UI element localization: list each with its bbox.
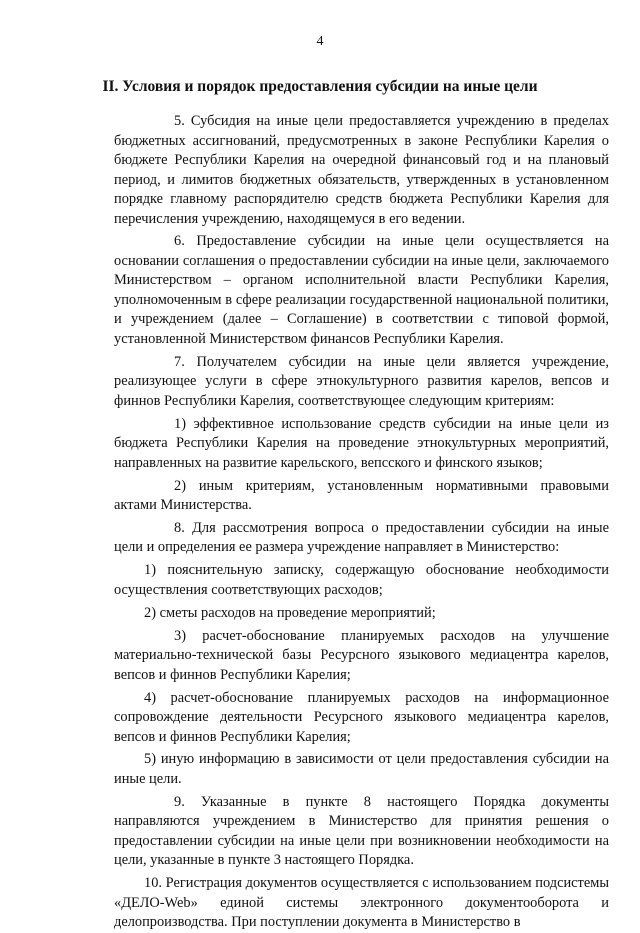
- paragraph-text: расчет-обоснование планируемых расходов на улучшение материально-технической базы Ресурсного языкового медиацентра карелов, вепсов и финнов Республики Карелия;: [114, 627, 609, 683]
- paragraph: [114, 519, 609, 558]
- paragraph-text: эффективное использование средств субсидии на иные цели из бюджета Республики Карелия на проведение этнокультурных мероприятий, направленных на развитие карельского, вепсского и финского языков;: [114, 415, 609, 471]
- paragraph-number: 8.: [174, 519, 185, 536]
- paragraph-text: Получателем субсидии на иные цели является учреждение, реализующее услуги в сфере этнокультурного развития карелов, вепсов и финнов Республики Карелия, соответствующее следующим критериям:: [114, 353, 609, 409]
- paragraph-text: 1) пояснительную записку, содержащую обоснование необходимости осуществления соответствующих расходов;: [114, 562, 609, 598]
- paragraph: [114, 477, 609, 516]
- paragraph-text: 2) сметы расходов на проведение мероприятий;: [144, 604, 436, 621]
- paragraph: [114, 874, 609, 933]
- paragraph-number: 2): [174, 477, 186, 494]
- paragraph-number: 1): [174, 415, 186, 432]
- section-heading: II. Условия и порядок предоставления субсидии на иные цели: [102, 78, 538, 95]
- paragraph: [114, 561, 609, 600]
- paragraph-number: 9.: [174, 793, 185, 810]
- page-number: 4: [316, 34, 324, 49]
- paragraph-number: 3): [174, 627, 186, 644]
- paragraph: [114, 750, 609, 789]
- paragraph: [114, 604, 609, 624]
- paragraph: [114, 793, 609, 871]
- paragraph: [114, 232, 609, 349]
- paragraph-text: Для рассмотрения вопроса о предоставлении субсидии на иные цели и определения ее размера учреждение направляет в Министерство:: [114, 519, 609, 556]
- paragraph-number: 7.: [174, 353, 185, 370]
- paragraph-number: 6.: [174, 233, 185, 250]
- paragraph: [114, 627, 609, 686]
- paragraph-text: Предоставление субсидии на иные цели осуществляется на основании соглашения о предоставлении субсидии на иные цели, заключаемого Министерством – органом исполнительной власти Республики Карелия, уполномоченным в сфере реализации государственной национальной политики, и учреждением (далее – Соглашение) в соответствии с типовой формой, установленной Министерством финансов Республики Карелия.: [114, 233, 609, 347]
- paragraph-text: Субсидия на иные цели предоставляется учреждению в пределах бюджетных ассигнований, предусмотренных в законе Республики Карелия о бюджете Республики Карелия на очередной финансовый год и на плановый период, и лимитов бюджетных обязательств, утвержденных в установленном порядке главному распорядителю средств бюджета Республики Карелия для перечисления учреждению, находящемуся в его ведении.: [114, 113, 609, 227]
- paragraph-text: 10. Регистрация документов осуществляется с использованием подсистемы «ДЕЛО-Web» единой системы электронного документооборота и делопроизводства. При поступлении документа в Министерство в: [114, 875, 609, 931]
- paragraph-number: 5.: [174, 113, 185, 129]
- paragraph: [114, 689, 609, 748]
- paragraph-text: 4) расчет-обоснование планируемых расходов на информационное сопровождение деятельности Ресурсного языкового медиацентра карелов, вепсов и финнов Республики Карелия;: [114, 689, 609, 745]
- paragraph: [114, 353, 609, 412]
- paragraph-text: Указанные в пункте 8 настоящего Порядка документы направляются учреждением в Министерство для принятия решения о предоставлении субсидии на иные цели при возникновении необходимости на цели, указанные в пункте 3 настоящего Порядка.: [114, 793, 609, 869]
- paragraph: [114, 112, 609, 229]
- paragraph-text: иным критериям, установленным нормативными правовыми актами Министерства.: [114, 477, 609, 514]
- document-body: [114, 112, 609, 933]
- paragraph-text: 5) иную информацию в зависимости от цели предоставления субсидии на иные цели.: [114, 751, 609, 787]
- paragraph: [114, 415, 609, 474]
